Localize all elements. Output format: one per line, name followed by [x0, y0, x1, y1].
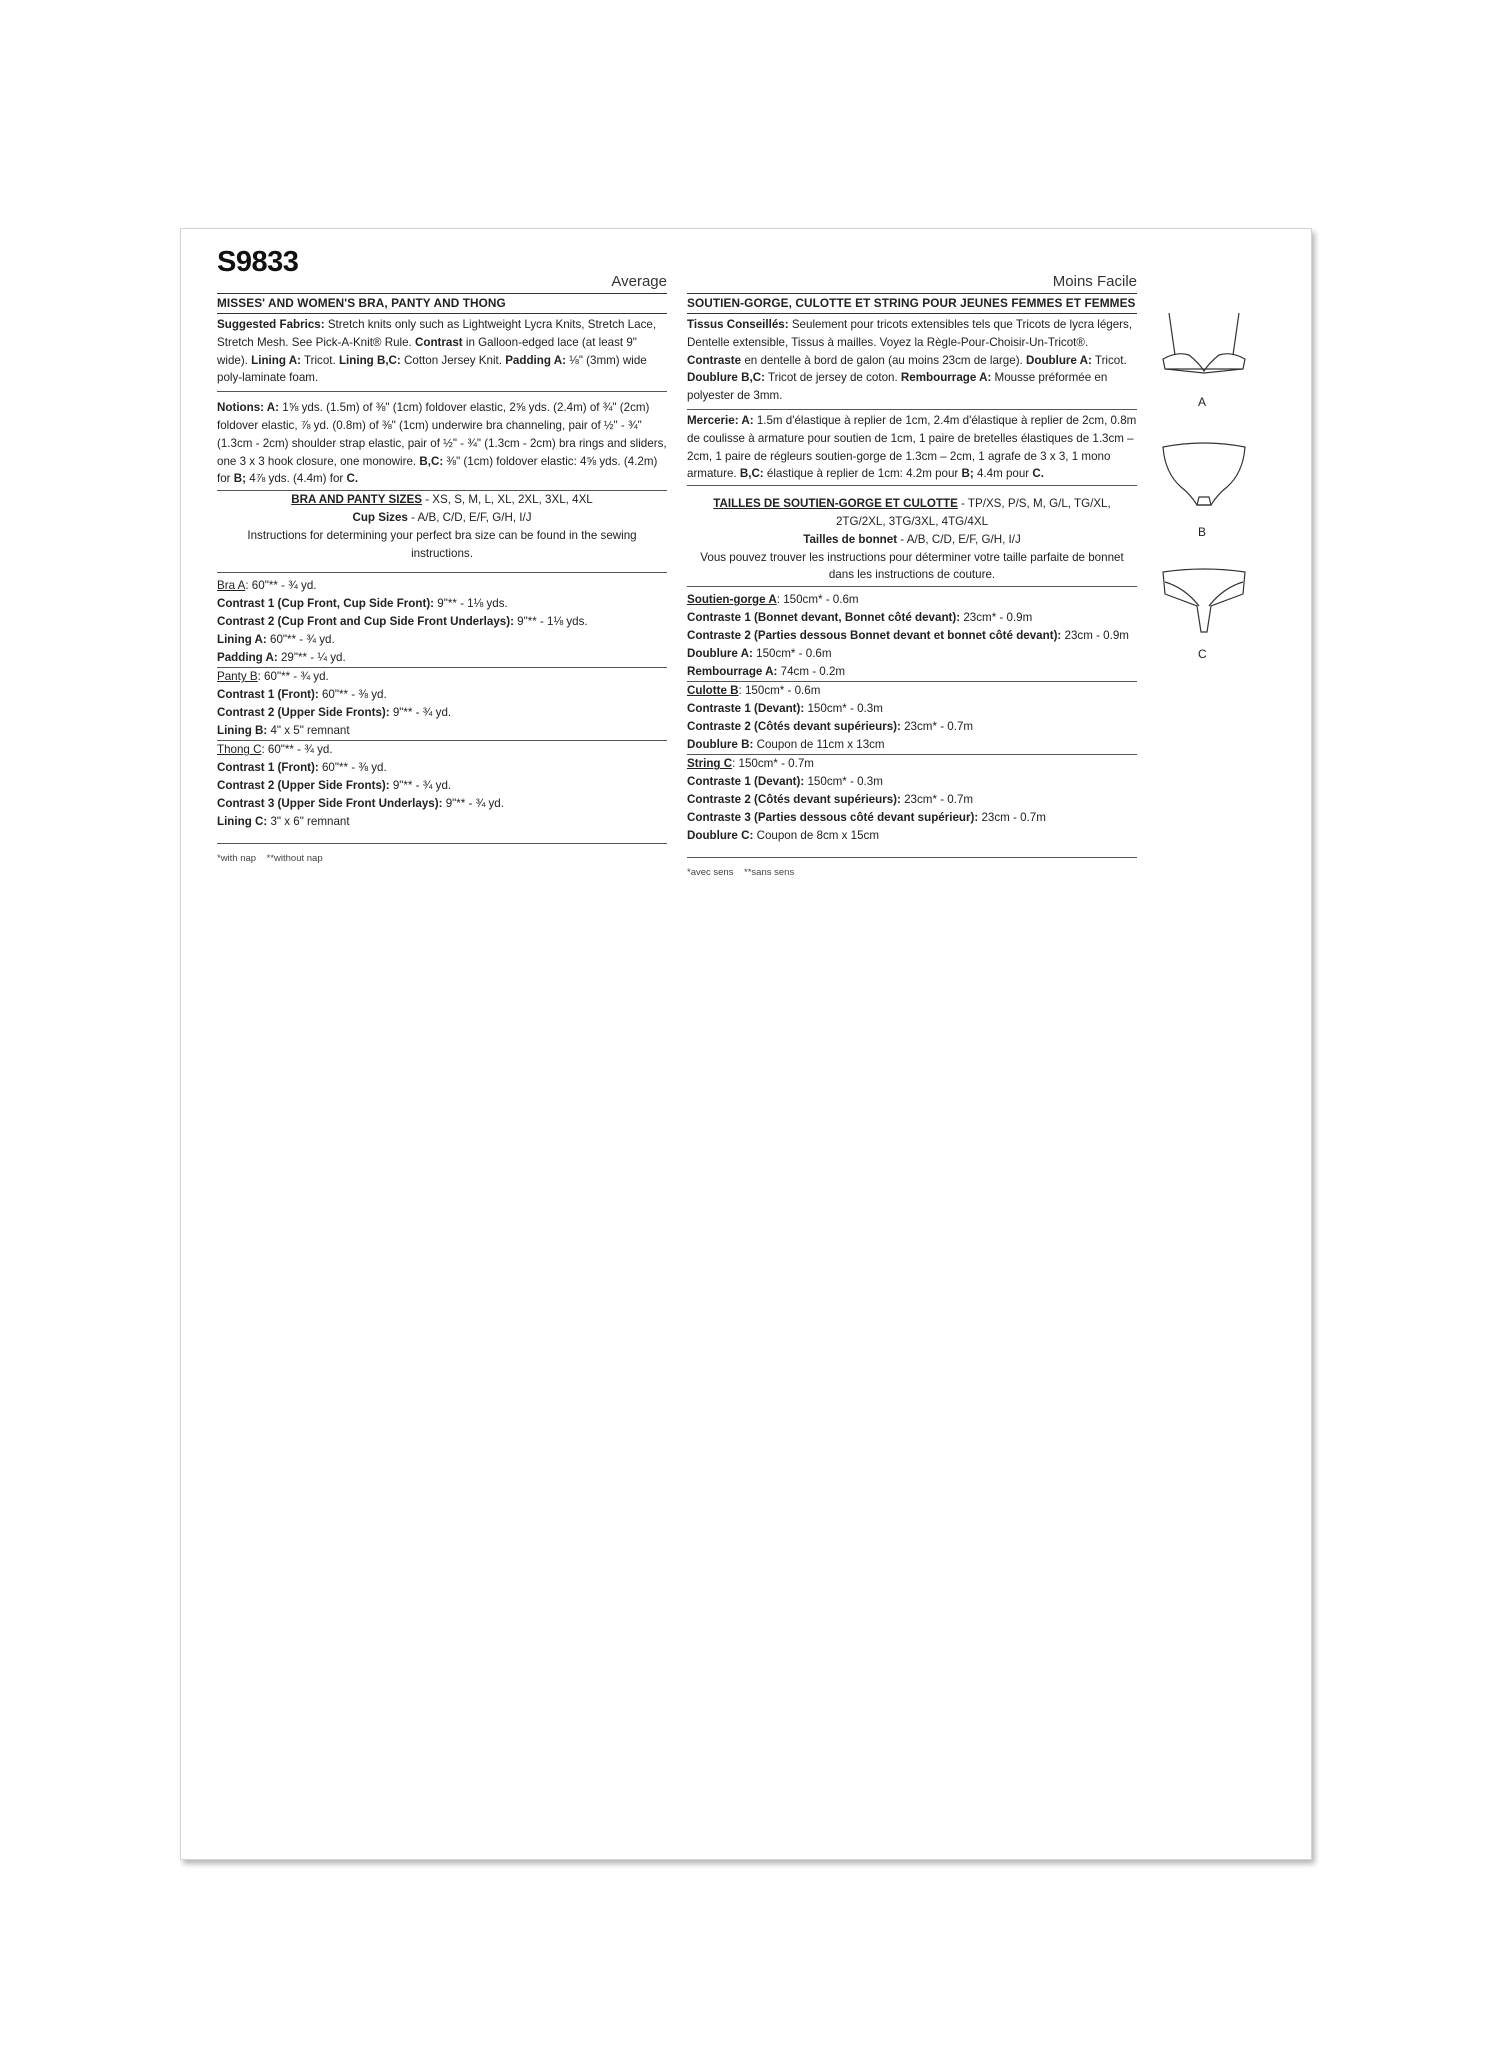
pattern-number: S9833	[217, 246, 299, 278]
thong-sketch-icon	[1159, 566, 1249, 638]
pattern-envelope-back	[180, 228, 1312, 1860]
bra-yardage-fr: Soutien-gorge A: 150cm* - 0.6m Contraste 1 (Bonnet devant, Bonnet côté devant): 23cm* - 0.9m Contraste 2 (Parties dessous Bonnet devant et bonnet côté devant): 23cm - 0.9m Doublure A: 150cm* - 0.6m Rembourrage A: 74cm - 0.2m	[687, 591, 1137, 682]
size-instructions-fr: Vous pouvez trouver les instructions pour déterminer votre taille parfaite de bonnet dans les instructions de couture.	[700, 550, 1124, 582]
cup-sizes-en: Cup Sizes - A/B, C/D, E/F, G/H, I/J	[352, 510, 532, 524]
thong-yardage-fr: String C: 150cm* - 0.7m Contraste 1 (Devant): 150cm* - 0.3m Contraste 2 (Côtés devant supérieurs): 23cm* - 0.7m Contraste 3 (Parties dessous côté devant supérieur): 23cm - 0.7m Doublure C: Coupon de 8cm x 15cm	[687, 755, 1137, 858]
bra-yardage-en: Bra A: 60"** - ¾ yd. Contrast 1 (Cup Front, Cup Side Front): 9"** - 1⅛ yds. Contrast 2 (Cup Front and Cup Side Front Underlays): 9"** - 1⅛ yds. Lining A: 60"** - ¾ yd. Padding A: 29"** - ¼ yd.	[217, 577, 667, 668]
notions-en: Notions: A: 1⅝ yds. (1.5m) of ⅜" (1cm) foldover elastic, 2⅝ yds. (2.4m) of ¾" (2cm) foldover elastic, ⅞ yd. (0.8m) of ⅜" (1cm) underwire bra channeling, pair of ½" - ¾" (1.3cm - 2cm) shoulder strap elastic, pair of ½" - ¾" (1.3cm - 2cm) bra rings and sliders, one 3 x 3 hook closure, one monowire. B,C: ⅜" (1cm) foldover elastic: 4⅝ yds. (4.2m) for B; 4⅞ yds. (4.4m) for C.	[217, 401, 667, 486]
title-en: MISSES' AND WOMEN'S BRA, PANTY AND THONG	[217, 294, 667, 314]
footnote-en: *with nap **without nap	[217, 853, 323, 865]
view-label-b: B	[1198, 525, 1207, 539]
difficulty-level-fr: Moins Facile	[1052, 273, 1137, 290]
fabrics-fr: Tissus Conseillés: Seulement pour tricots extensibles tels que Tricots de lycra légers, Dentelle extensible, Tissus à mailles. Voyez la Règle-Pour-Choisir-Un-Tricot®. Contraste en dentelle à bord de galon (au moins 23cm de large). Doublure A: Tricot. Doublure B,C: Tricot de jersey de coton. Rembourrage A: Mousse préformée en polyester de 3mm.	[687, 318, 1133, 403]
header-fr	[687, 229, 1137, 294]
view-label-a: A	[1198, 395, 1207, 409]
panty-yardage-en: Panty B: 60"** - ¾ yd. Contrast 1 (Front): 60"** - ⅜ yd. Contrast 2 (Upper Side Fronts): 9"** - ¾ yd. Lining B: 4" x 5" remnant	[217, 668, 667, 741]
footnote-fr: *avec sens **sans sens	[687, 867, 795, 879]
bra-sketch-icon	[1159, 311, 1249, 391]
cup-sizes-fr: Tailles de bonnet - A/B, C/D, E/F, G/H, I/J	[803, 532, 1021, 546]
panty-sketch-icon	[1159, 437, 1249, 513]
panty-yardage-fr: Culotte B: 150cm* - 0.6m Contraste 1 (Devant): 150cm* - 0.3m Contraste 2 (Côtés devant supérieurs): 23cm* - 0.7m Doublure B: Coupon de 11cm x 13cm	[687, 682, 1137, 755]
difficulty-level-en: Average	[611, 273, 667, 290]
french-column	[687, 229, 1137, 882]
size-instructions-en: Instructions for determining your perfect bra size can be found in the sewing instructions.	[247, 528, 637, 560]
thong-yardage-en: Thong C: 60"** - ¾ yd. Contrast 1 (Front): 60"** - ⅜ yd. Contrast 2 (Upper Side Fronts): 9"** - ¾ yd. Contrast 3 (Upper Side Front Underlays): 9"** - ¾ yd. Lining C: 3" x 6" remnant	[217, 741, 667, 844]
english-column	[217, 229, 667, 868]
fabrics-en: Suggested Fabrics: Stretch knits only such as Lightweight Lycra Knits, Stretch Lace, Stretch Mesh. See Pick-A-Knit® Rule. Contrast in Galloon-edged lace (at least 9" wide). Lining A: Tricot. Lining B,C: Cotton Jersey Knit. Padding A: ⅛" (3mm) wide poly-laminate foam.	[217, 318, 657, 385]
sizes-en: BRA AND PANTY SIZES - XS, S, M, L, XL, 2XL, 3XL, 4XL	[291, 493, 593, 507]
view-label-c: C	[1198, 647, 1207, 661]
sizes-fr: TAILLES DE SOUTIEN-GORGE ET CULOTTE - TP/XS, P/S, M, G/L, TG/XL, 2TG/2XL, 3TG/3XL, 4TG/4XL	[713, 497, 1111, 528]
notions-fr: Mercerie: A: 1.5m d'élastique à replier de 1cm, 2.4m d'élastique à replier de 2cm, 0.8m de coulisse à armature pour soutien de 1cm, 1 paire de bretelles élastiques de 1.3cm – 2cm, 1 paire de régleurs soutien-gorge de 1.3cm – 2cm, 1 agrafe de 3 x 3, 1 mono armature. B,C: élastique à replier de 1cm: 4.2m pour B; 4.4m pour C.	[687, 413, 1137, 481]
header-en	[217, 229, 667, 294]
title-fr: SOUTIEN-GORGE, CULOTTE ET STRING POUR JEUNES FEMMES ET FEMMES	[687, 294, 1137, 314]
